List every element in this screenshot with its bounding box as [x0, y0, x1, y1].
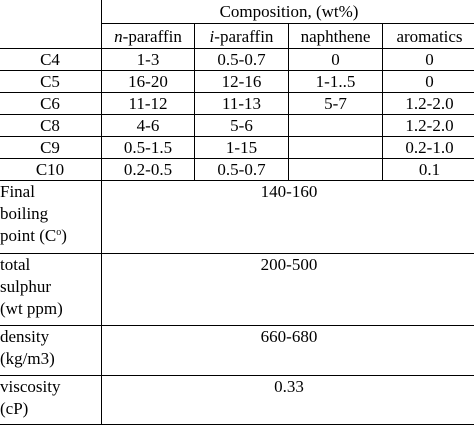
n-paraffin-cell: 1-3	[102, 49, 195, 71]
naphthene-cell: 1-1..5	[289, 71, 383, 93]
property-row	[0, 254, 474, 326]
naphthene-cell: 0	[289, 49, 383, 71]
row-label: C5	[0, 71, 102, 93]
table-row	[0, 93, 474, 115]
i-paraffin-cell: 0.5-0.7	[195, 49, 289, 71]
row-label: C10	[0, 159, 102, 181]
row-label: C6	[0, 93, 102, 115]
table-row	[0, 71, 474, 93]
table-row	[0, 49, 474, 71]
property-row	[0, 326, 474, 376]
row-label: C8	[0, 115, 102, 137]
property-value-boiling-point: 140-160	[102, 181, 474, 254]
naphthene-cell	[289, 137, 383, 159]
i-paraffin-cell: 1-15	[195, 137, 289, 159]
naphthene-cell: 5-7	[289, 93, 383, 115]
i-paraffin-cell: 0.5-0.7	[195, 159, 289, 181]
aromatics-cell: 0	[383, 49, 474, 71]
i-paraffin-cell: 12-16	[195, 71, 289, 93]
table-row	[0, 159, 474, 181]
property-row	[0, 376, 474, 425]
aromatics-cell: 0.2-1.0	[383, 137, 474, 159]
property-label-density: density (kg/m3)	[0, 326, 102, 376]
property-label-viscosity: viscosity (cP)	[0, 376, 102, 425]
aromatics-cell: 1.2-2.0	[383, 115, 474, 137]
property-value-density: 660-680	[102, 326, 474, 376]
naphthene-cell	[289, 159, 383, 181]
property-value-sulphur: 200-500	[102, 254, 474, 326]
n-paraffin-cell: 11-12	[102, 93, 195, 115]
aromatics-cell: 0.1	[383, 159, 474, 181]
i-paraffin-cell: 11-13	[195, 93, 289, 115]
corner-cell	[0, 0, 102, 49]
row-label: C4	[0, 49, 102, 71]
table-row	[0, 115, 474, 137]
n-paraffin-cell: 4-6	[102, 115, 195, 137]
n-paraffin-cell: 0.2-0.5	[102, 159, 195, 181]
column-header-naphthene: naphthene	[289, 24, 383, 49]
property-label-sulphur: total sulphur (wt ppm)	[0, 254, 102, 326]
property-label-boiling-point: Final boiling point $(C^o)$	[0, 181, 102, 254]
property-row	[0, 181, 474, 254]
naphthene-cell	[289, 115, 383, 137]
column-header-n-paraffin: n-paraffin	[102, 24, 195, 49]
row-label: C9	[0, 137, 102, 159]
i-paraffin-cell: 5-6	[195, 115, 289, 137]
property-value-viscosity: 0.33	[102, 376, 474, 425]
n-paraffin-cell: 16-20	[102, 71, 195, 93]
composition-header: Composition, (wt%)	[102, 0, 474, 24]
aromatics-cell: 1.2-2.0	[383, 93, 474, 115]
table-row	[0, 137, 474, 159]
aromatics-cell: 0	[383, 71, 474, 93]
n-paraffin-cell: 0.5-1.5	[102, 137, 195, 159]
column-header-i-paraffin: i-paraffin	[195, 24, 289, 49]
column-header-aromatics: aromatics	[383, 24, 474, 49]
